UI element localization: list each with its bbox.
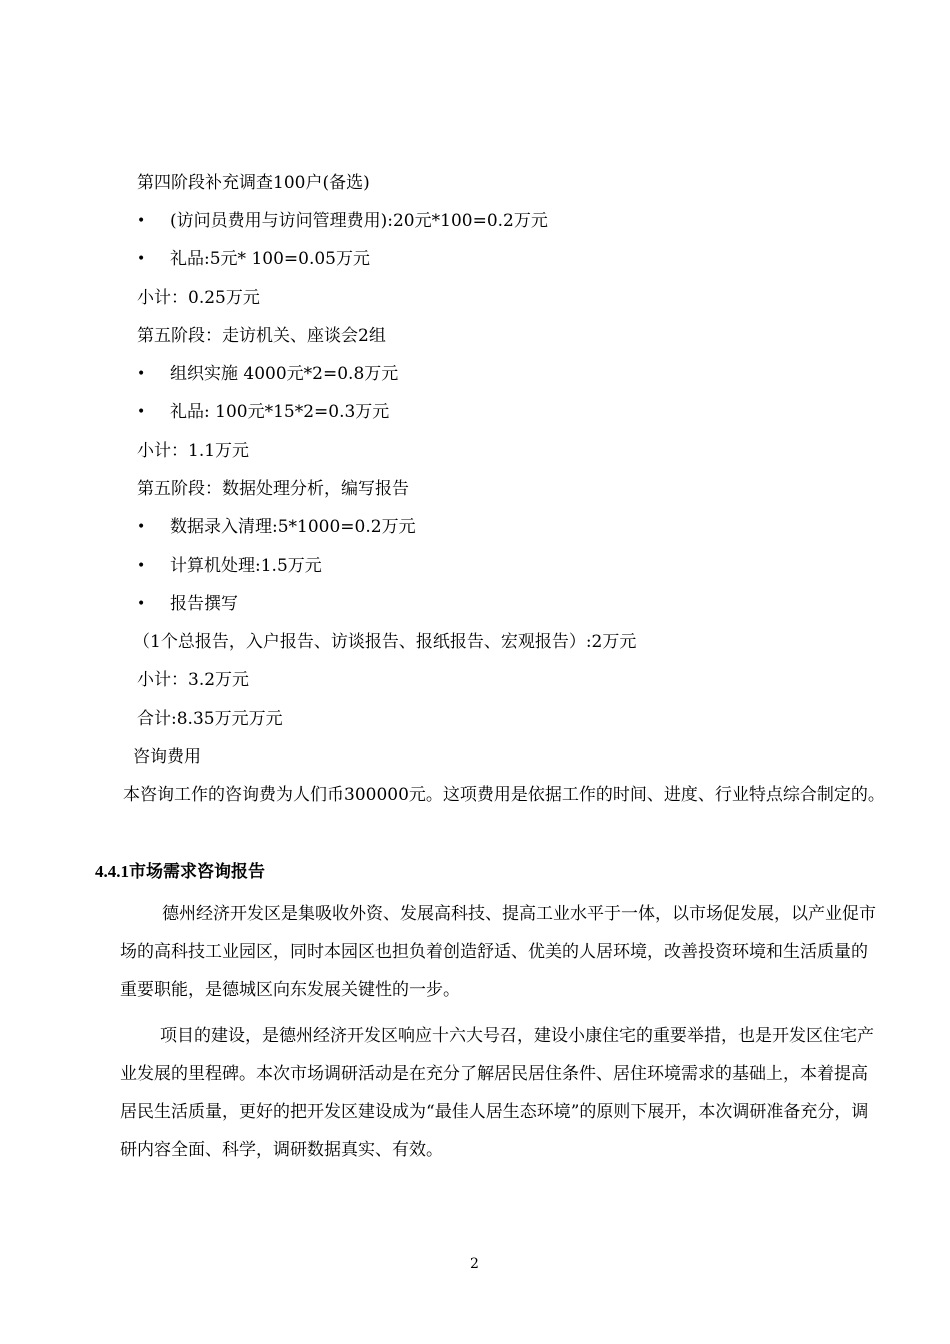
consulting-body: 本咨询工作的咨询费为人们币300000元。这项费用是依据工作的时间、进度、行业特点综合制定的。 bbox=[123, 785, 885, 805]
stage5b-item-data-entry: 数据录入清理:5*1000=0.2万元 bbox=[170, 517, 416, 537]
stage5b-subtotal: 小计：3.2万元 bbox=[137, 670, 250, 690]
bullet-icon: • bbox=[137, 519, 146, 535]
stage5a-item-organize: 组织实施 4000元*2=0.8万元 bbox=[170, 364, 399, 384]
bullet-icon: • bbox=[137, 251, 146, 267]
bullet-icon: • bbox=[137, 366, 146, 382]
stage5b-item-report-detail: （1个总报告，入户报告、访谈报告、报纸报告、宏观报告）:2万元 bbox=[133, 632, 637, 652]
bullet-icon: • bbox=[137, 213, 146, 229]
bullet-icon: • bbox=[137, 404, 146, 420]
stage4-item-gift: 礼品:5元* 100=0.05万元 bbox=[170, 249, 370, 269]
section-heading: 4.4.1市场需求咨询报告 bbox=[95, 862, 265, 881]
section-paragraph-2: 项目的建设，是德州经济开发区响应十六大号召，建设小康住宅的重要举措，也是开发区住宅产业发展的里程碑。本次市场调研活动是在充分了解居民居住条件、居住环境需求的基础上，本着提高居民生活质量，更好的把开发区建设成为“最佳人居生态环境”的原则下展开，本次调研准备充分，调研内容全面、科学，调研数据真实、有效。 bbox=[120, 1026, 874, 1160]
stage5b-item-report: 报告撰写 bbox=[170, 594, 238, 614]
bullet-icon: • bbox=[137, 558, 146, 574]
stage5a-item-gift: 礼品: 100元*15*2=0.3万元 bbox=[170, 402, 390, 422]
stage5a-subtotal: 小计：1.1万元 bbox=[137, 441, 250, 461]
consulting-title: 咨询费用 bbox=[133, 747, 201, 767]
stage4-item-interviewer-fee: (访问员费用与访问管理费用):20元*100=0.2万元 bbox=[170, 211, 548, 231]
stage5a-title: 第五阶段：走访机关、座谈会2组 bbox=[137, 326, 386, 346]
page-number: 2 bbox=[470, 1256, 479, 1272]
section-paragraph-1: 德州经济开发区是集吸收外资、发展高科技、提高工业水平于一体，以市场促发展，以产业促市场的高科技工业园区，同时本园区也担负着创造舒适、优美的人居环境，改善投资环境和生活质量的重要职能，是德城区向东发展关键性的一步。 bbox=[120, 904, 876, 1000]
stage4-title: 第四阶段补充调查100户(备选) bbox=[137, 173, 370, 193]
bullet-icon: • bbox=[137, 596, 146, 612]
budget-total: 合计:8.35万元万元 bbox=[137, 709, 283, 729]
stage5b-item-computing: 计算机处理:1.5万元 bbox=[170, 556, 322, 576]
stage5b-title: 第五阶段：数据处理分析，编写报告 bbox=[137, 479, 409, 499]
stage4-subtotal: 小计：0.25万元 bbox=[137, 288, 260, 308]
